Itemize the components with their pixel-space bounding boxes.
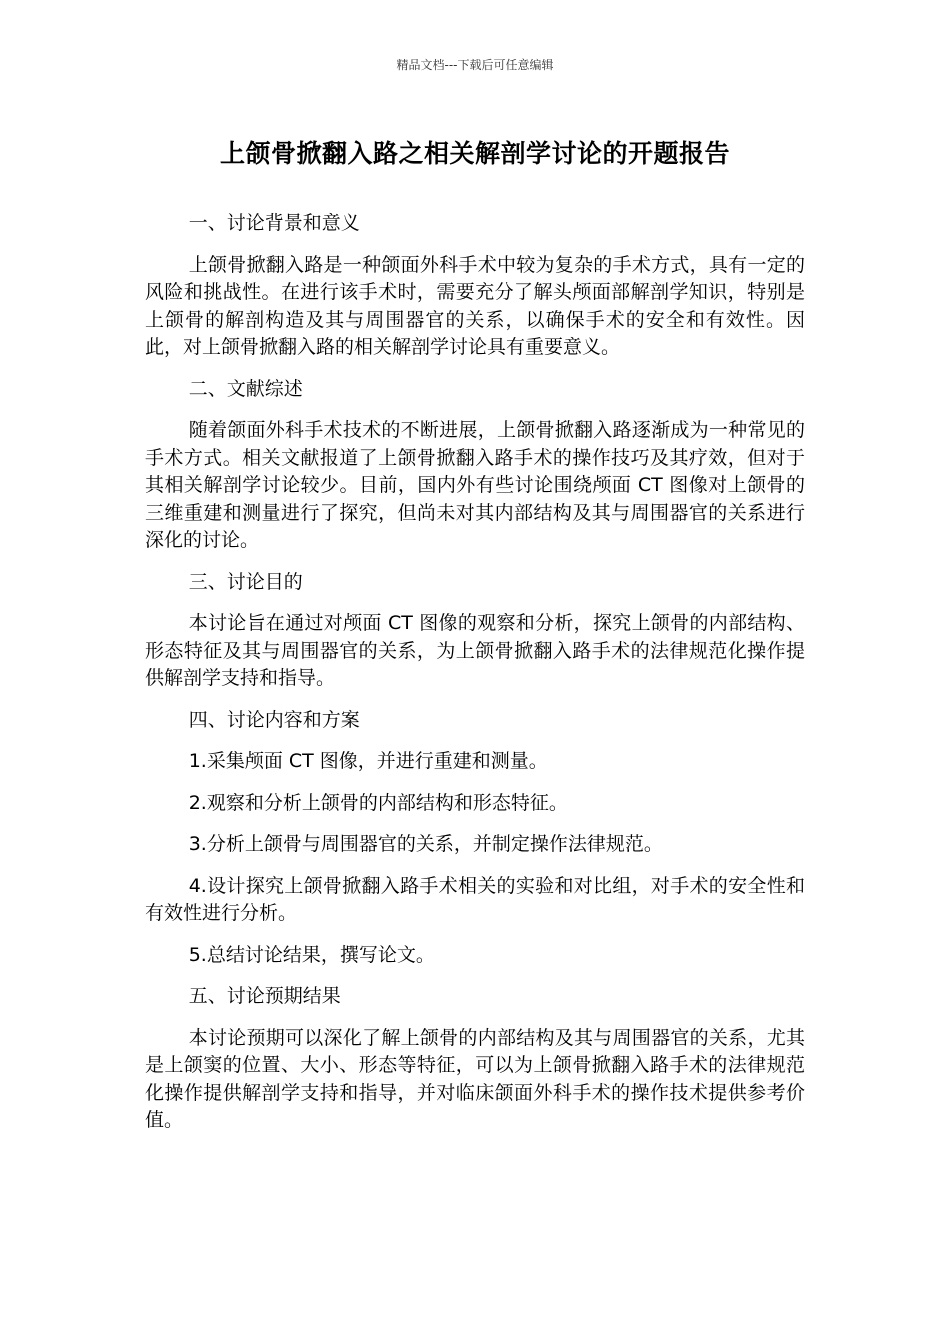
list-item: 2.观察和分析上颌骨的内部结构和形态特征。 [188, 791, 568, 814]
paragraph: 上颌骨掀翻入路是一种颌面外科手术中较为复杂的手术方式，具有一定的风险和挑战性。在进行该手术时，需要充分了解头颅面部解剖学知识，特别是上颌骨的解剖构造及其与周围器官的关系，以确保手术的安全和有效性。因此，对上颌骨掀翻入路的相关解剖学讨论具有重要意义。 [145, 253, 805, 358]
paragraph: 本讨论旨在通过对颅面 CT 图像的观察和分析，探究上颌骨的内部结构、形态特征及其与周围器官的关系，为上颌骨掀翻入路手术的法律规范化操作提供解剖学支持和指导。 [145, 612, 805, 689]
section-heading: 二、文献综述 [188, 377, 303, 400]
section-heading: 五、讨论预期结果 [188, 985, 341, 1007]
list-item: 4.设计探究上颌骨掀翻入路手术相关的实验和对比组，对手术的安全性和有效性进行分析。 [145, 874, 805, 924]
section-heading: 一、讨论背景和意义 [188, 212, 360, 234]
list-item: 3.分析上颌骨与周围器官的关系，并制定操作法律规范。 [188, 833, 663, 855]
list-item: 5.总结讨论结果，撰写论文。 [188, 943, 435, 966]
list-item: 1.采集颅面 CT 图像，并进行重建和测量。 [188, 750, 548, 772]
section-heading: 四、讨论内容和方案 [188, 708, 360, 731]
document-body [145, 210, 805, 1149]
page-header: 精品文档---下载后可任意编辑 [396, 58, 554, 72]
document-title: 上颌骨掀翻入路之相关解剖学讨论的开题报告 [219, 139, 730, 168]
section-heading: 三、讨论目的 [188, 570, 303, 593]
paragraph: 本讨论预期可以深化了解上颌骨的内部结构及其与周围器官的关系，尤其是上颌窦的位置、大小、形态等特征，可以为上颌骨掀翻入路手术的法律规范化操作提供解剖学支持和指导，并对临床颌面外科手术的操作技术提供参考价值。 [145, 1026, 805, 1131]
paragraph: 随着颌面外科手术技术的不断进展，上颌骨掀翻入路逐渐成为一种常见的手术方式。相关文献报道了上颌骨掀翻入路手术的操作技巧及其疗效，但对于其相关解剖学讨论较少。目前，国内外有些讨论围绕颅面 CT 图像对上颌骨的三维重建和测量进行了探究，但尚未对其内部结构及其与周围器官的关系进行深化的讨论。 [145, 419, 805, 551]
